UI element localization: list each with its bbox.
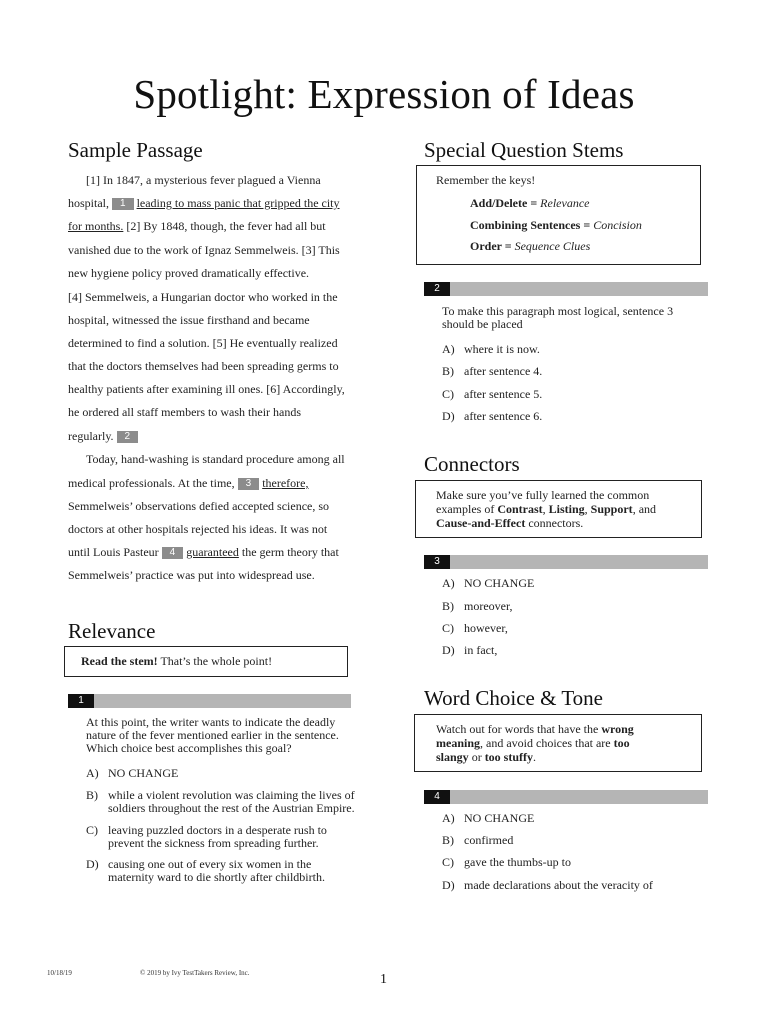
passage-line: he ordered all staff members to wash their hands [68, 405, 302, 419]
footer-copyright: © 2019 by Ivy TestTakers Review, Inc. [140, 969, 250, 977]
underlined-portion-1: leading to mass panic that gripped the city [136, 196, 340, 210]
question-2-option-c[interactable]: C) after sentence 5. [442, 387, 543, 401]
key-sequence: Order = Sequence Clues [470, 239, 591, 253]
underlined-portion-4: guaranteed [186, 545, 239, 559]
connectors-tip-box: Make sure you’ve fully learned the common examples of Contrast, Listing, Support, and Cause-and-Effect connectors. [415, 480, 702, 538]
question-2-bar [424, 282, 708, 296]
passage-line: hospital, 1 leading to mass panic that gripped the city [68, 196, 340, 210]
key-concision: Combining Sentences = Concision [470, 218, 642, 232]
special-stems-heading: Special Question Stems [424, 138, 624, 162]
key-relevance: Add/Delete = Relevance [470, 196, 590, 210]
question-1-bar [68, 694, 351, 708]
question-1-option-d[interactable]: D) causing one out of every six women in the maternity ward to die shortly after childbirth. [86, 857, 325, 884]
question-marker-4[interactable]: 4 [162, 547, 184, 559]
question-2-option-d[interactable]: D) after sentence 6. [442, 409, 543, 423]
page-title: Spotlight: Expression of Ideas [133, 71, 635, 117]
question-4-bar [424, 790, 708, 804]
word-choice-tip-box: Watch out for words that have the wrong meaning, and avoid choices that are too slangy or too stuffy. [414, 714, 702, 772]
passage-line: [1] In 1847, a mysterious fever plagued a Vienna [86, 173, 321, 187]
question-3-number: 3 [424, 555, 450, 569]
underlined-portion-3: therefore, [262, 476, 309, 490]
question-4-option-d[interactable]: D) made declarations about the veracity of [442, 878, 653, 892]
passage-line: doctors at other hospitals rejected his ideas. It was not [68, 522, 328, 536]
question-4-option-c[interactable]: C) gave the thumbs-up to [442, 855, 571, 869]
question-1-stem: At this point, the writer wants to indicate the deadly nature of the fever mentioned earlier in the sentence. Which choice best accomplishes this goal? [86, 715, 339, 755]
word-choice-heading: Word Choice & Tone [424, 686, 604, 710]
question-marker-2[interactable]: 2 [117, 431, 139, 443]
passage-line: [4] Semmelweis, a Hungarian doctor who worked in the [68, 290, 338, 304]
question-1-number: 1 [68, 694, 94, 708]
question-2-number: 2 [424, 282, 450, 296]
question-4-option-b[interactable]: B) confirmed [442, 833, 514, 847]
question-1-option-b[interactable]: B) while a violent revolution was claiming the lives of soldiers throughout the rest of the Austrian Empire. [86, 788, 355, 815]
passage-line: hospital, witnessed the issue firsthand and became [68, 313, 310, 327]
sample-passage-heading: Sample Passage [68, 138, 203, 162]
passage-line: medical professionals. At the time, 3 therefore, [68, 476, 309, 490]
relevance-tip-box: Read the stem! That’s the whole point! [64, 646, 348, 677]
question-3-option-a[interactable]: A) NO CHANGE [442, 576, 535, 590]
passage-line: vanished due to the work of Ignaz Semmelweis. [3] This [68, 243, 340, 257]
passage-line: Today, hand-washing is standard procedure among all [86, 452, 345, 466]
question-marker-1[interactable]: 1 [112, 198, 134, 210]
passage-line: for months. [2] By 1848, though, the fever had all but [68, 219, 326, 233]
relevance-heading: Relevance [68, 619, 156, 643]
passage-line: Semmelweis’ practice was put into widespread use. [68, 568, 315, 582]
question-1-option-c[interactable]: C) leaving puzzled doctors in a desperate rush to prevent the sickness from spreading further. [86, 823, 327, 850]
page-number: 1 [380, 972, 387, 987]
question-marker-3[interactable]: 3 [238, 478, 260, 490]
question-3-option-b[interactable]: B) moreover, [442, 599, 513, 613]
passage-line: until Louis Pasteur 4 guaranteed the germ theory that [68, 545, 339, 559]
passage-line: healthy patients after examining ill ones. [6] Accordingly, [68, 382, 345, 396]
special-stems-box: Remember the keys! Add/Delete = Relevance Combining Sentences = Concision Order = Sequence Clues [416, 165, 701, 265]
question-4-number: 4 [424, 790, 450, 804]
passage-line: regularly. 2 [68, 429, 368, 444]
question-3-option-d[interactable]: D) in fact, [442, 643, 498, 657]
footer-date: 10/18/19 [47, 969, 72, 977]
question-1-option-a[interactable]: A) NO CHANGE [86, 766, 179, 780]
question-2-stem: To make this paragraph most logical, sentence 3 should be placed [442, 304, 674, 331]
question-3-option-c[interactable]: C) however, [442, 621, 508, 635]
question-2-option-a[interactable]: A) where it is now. [442, 342, 540, 356]
passage-line: Semmelweis’ observations defied accepted science, so [68, 499, 330, 513]
question-3-bar [424, 555, 708, 569]
question-2-option-b[interactable]: B) after sentence 4. [442, 364, 543, 378]
passage-line: new hygiene policy proved dramatically effective. [68, 266, 310, 280]
passage-line: determined to find a solution. [5] He eventually realized [68, 336, 338, 350]
question-4-option-a[interactable]: A) NO CHANGE [442, 811, 535, 825]
passage-line: that the doctors themselves had been spreading germs to [68, 359, 339, 373]
connectors-heading: Connectors [424, 452, 520, 476]
